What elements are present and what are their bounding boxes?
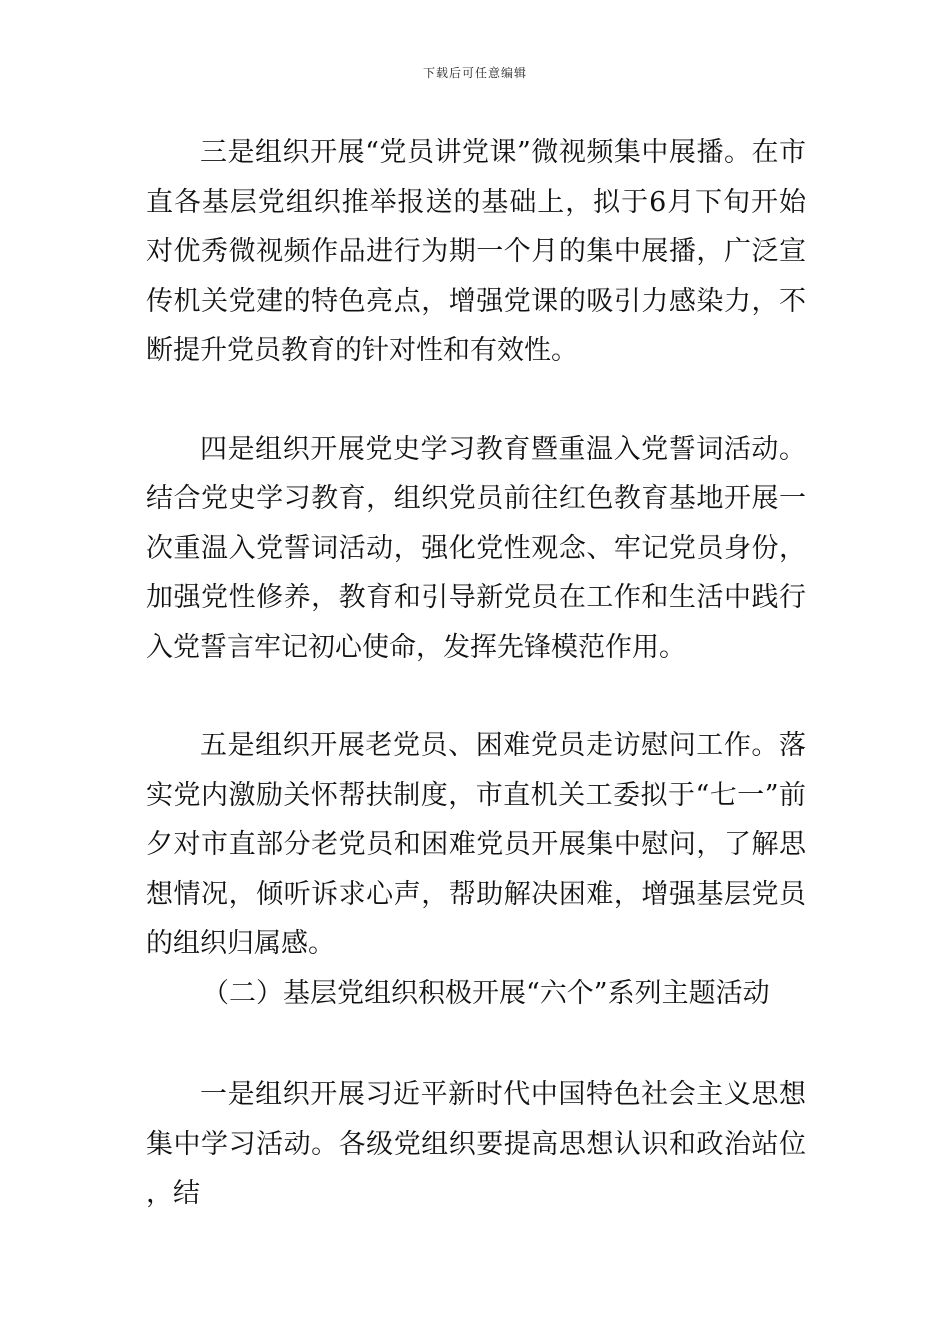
paragraph-three: 三是组织开展“党员讲党课”微视频集中展播。在市直各基层党组织推举报送的基础上，拟于6月下旬开始对优秀微视频作品进行为期一个月的集中展播，广泛宣传机关党建的特色亮点，增强党课的吸引力感染力，不断提升党员教育的针对性和有效性。: [146, 137, 806, 366]
page-header: 下载后可任意编辑: [422, 66, 527, 80]
section-heading: （二）基层党组织积极开展“六个”系列主题活动: [202, 977, 770, 1009]
document-body: [146, 128, 806, 1219]
paragraph-five: 五是组织开展老党员、困难党员走访慰问工作。落实党内激励关怀帮扶制度，市直机关工委拟于“七一”前夕对市直部分老党员和困难党员开展集中慰问，了解思想情况，倾听诉求心声，帮助解决困难，增强基层党员的组织归属感。: [146, 730, 806, 959]
paragraph-one: 一是组织开展习近平新时代中国特色社会主义思想集中学习活动。各级党组织要提高思想认识和政治站位，结: [146, 1079, 806, 1209]
paragraph-four: 四是组织开展党史学习教育暨重温入党誓词活动。结合党史学习教育，组织党员前往红色教育基地开展一次重温入党誓词活动，强化党性观念、牢记党员身份，加强党性修养，教育和引导新党员在工作和生活中践行入党誓言牢记初心使命，发挥先锋模范作用。: [146, 433, 806, 663]
